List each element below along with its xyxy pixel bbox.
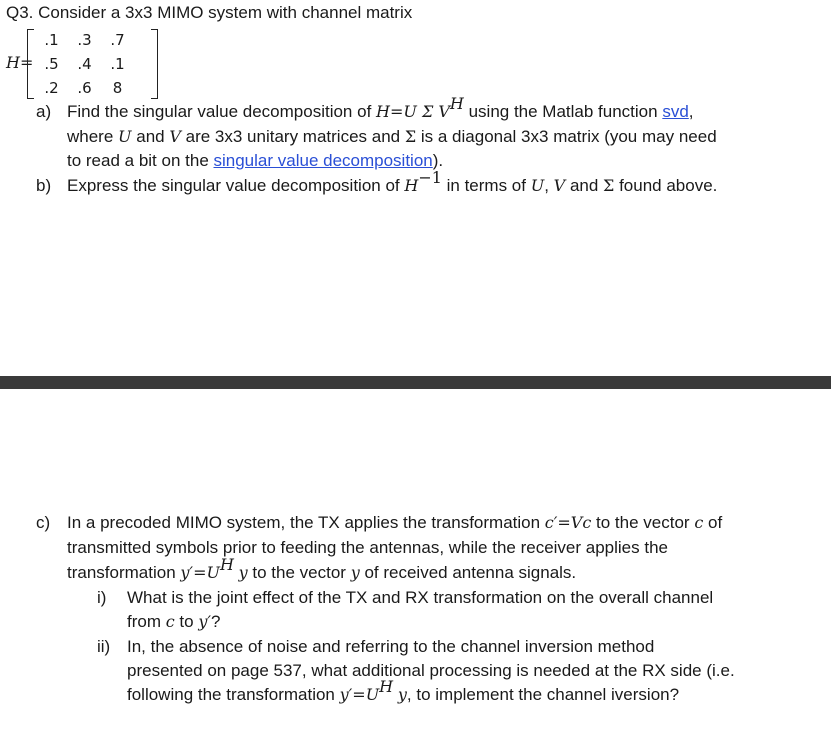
svd-wiki-link[interactable]: singular value decomposition [213,151,433,170]
part-c-line-1 [67,512,722,534]
precoding-equation: c′=Vc [544,513,592,532]
y-symbol: y [238,563,248,582]
text: , [688,102,694,121]
text: In a precoded MIMO system, the TX applies the transformation [67,513,545,532]
text: transformation [67,563,181,582]
matrix-cell: .4 [77,55,92,73]
text: and [131,127,170,146]
matrix-cell: .2 [44,79,59,97]
text: to [174,612,199,631]
part-a-line-1 [67,94,694,123]
text: to the vector [247,563,351,582]
channel-matrix [27,28,135,100]
part-c-label: c) [36,513,51,532]
c-symbol: c [165,612,175,631]
question-header: Q3. Consider a 3x3 MIMO system with channel matrix [6,3,413,22]
text: Find the singular value decomposition of [67,102,377,121]
part-a-label: a) [36,102,52,121]
part-c-i-line-2 [127,611,220,633]
v-symbol: V [553,176,566,195]
h-symbol: H [6,53,20,72]
matrix-cell: .5 [44,55,59,73]
part-a-line-2 [67,126,717,148]
text: where [67,127,119,146]
text: using the Matlab function [463,102,663,121]
matrix-cell: .1 [44,31,59,49]
matrix-row [35,76,134,100]
matrix-cell: .7 [110,31,125,49]
c-symbol: c [694,513,704,532]
text: are 3x3 unitary matrices and [180,127,405,146]
text: in terms of [441,176,531,195]
u-symbol: U [118,127,132,146]
hermitian-superscript: H [379,677,394,696]
part-c-ii-line-3 [127,677,680,706]
svd-link[interactable]: svd [662,102,689,121]
sigma-symbol: Σ [603,176,615,195]
part-c-ii-line-2: presented on page 537, what additional processing is needed at the RX side (i.e. [127,661,735,680]
sigma-symbol: Σ [404,127,417,146]
text: following the transformation [127,685,340,704]
text: to the vector [591,513,695,532]
matrix-cell: .3 [77,31,92,49]
y-prime-symbol: y′ [198,612,211,631]
hermitian-superscript: H [449,94,464,113]
part-c-line-3 [67,555,577,584]
part-c-ii-label: ii) [97,637,111,656]
matrix-grid [35,28,134,100]
v-symbol: V [169,127,181,146]
text: of received antenna signals. [359,563,577,582]
part-a-line-3 [67,150,443,172]
part-b-label: b) [36,176,52,195]
matrix-cell: .6 [77,79,92,97]
equals-sign: = [19,53,34,72]
matrix-right-bracket [151,29,158,99]
h-symbol: H [404,176,419,195]
part-b-line-1 [67,168,718,197]
inverse-superscript: −1 [418,168,442,187]
text: ). [432,151,444,170]
part-c-i-line-1: What is the joint effect of the TX and RX transformation on the overall channel [127,588,714,607]
text: is a diagonal 3x3 matrix (you may need [416,127,717,146]
rx-equation: y′=U [180,563,220,582]
text: from [127,612,166,631]
text: , [544,176,549,195]
text: to read a bit on the [67,151,214,170]
text: Express the singular value decomposition of [67,176,405,195]
part-c-line-2: transmitted symbols prior to feeding the antennas, while the receiver applies the [67,538,668,557]
text: found above. [614,176,718,195]
matrix-cell: .1 [110,55,125,73]
matrix-cell: 8 [112,79,123,97]
hermitian-superscript: H [219,555,234,574]
u-symbol: U [530,176,545,195]
part-c-ii-line-1: In, the absence of noise and referring to the channel inversion method [127,637,655,656]
matrix-left-bracket [27,29,34,99]
text: ? [211,612,221,631]
matrix-row [35,52,134,76]
rx-equation: y′=U [339,685,380,704]
text: and [565,176,604,195]
svd-equation: H=U Σ V [376,102,450,121]
part-c-i-label: i) [97,588,107,607]
text: of [703,513,723,532]
matrix-row [35,28,134,52]
section-divider [0,376,831,389]
text: , to implement the channel iversion? [406,685,680,704]
y-symbol: y [397,685,407,704]
y-symbol: y [350,563,360,582]
